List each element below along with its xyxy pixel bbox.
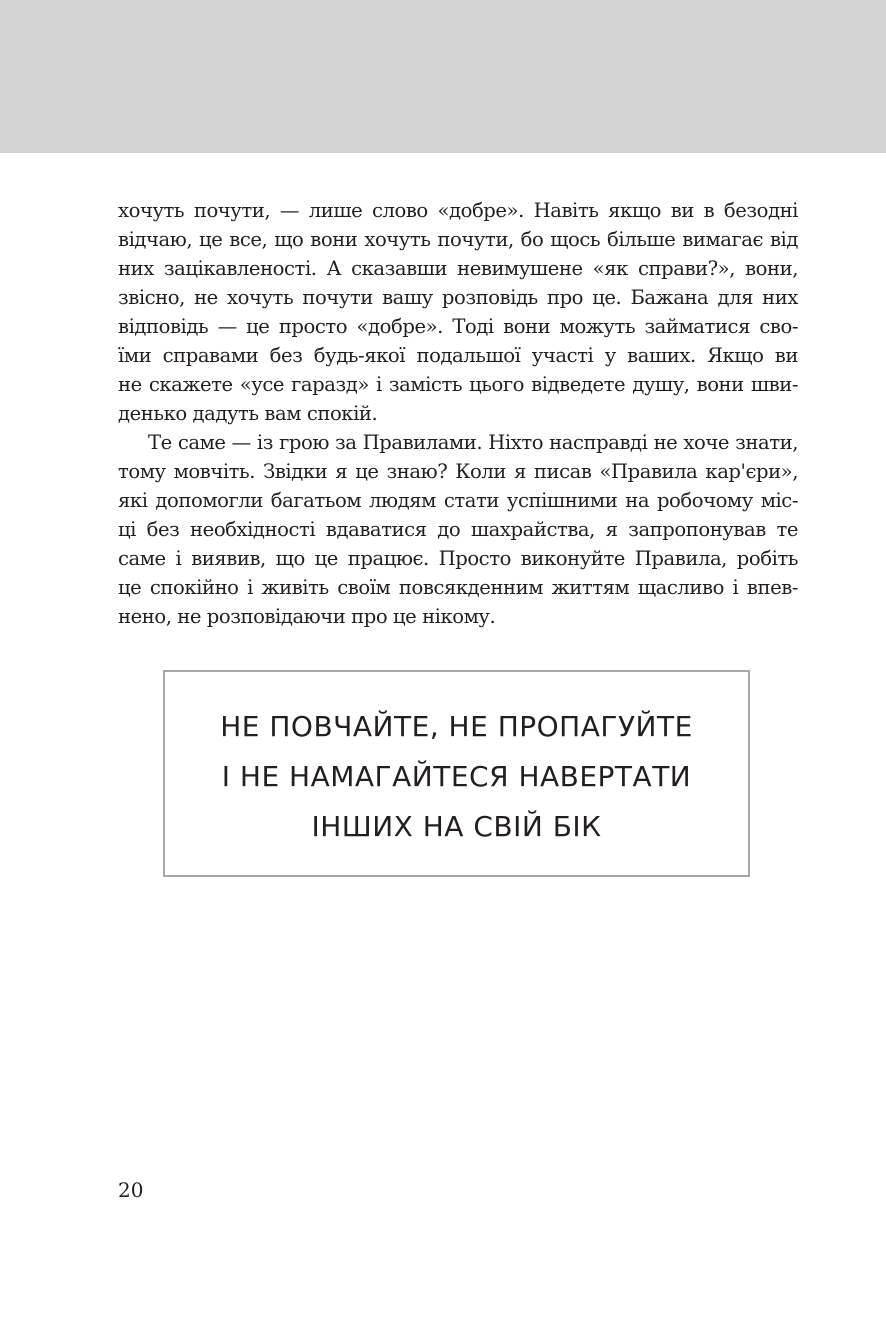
page-number: 20 (118, 1178, 144, 1202)
text-line: не скажете «усе гаразд» і замість цього відведете душу, вони шви- (118, 373, 798, 396)
paragraph-2 (118, 428, 798, 631)
text-line: це спокійно і живіть своїм повсякденним життям щасливо і впев- (118, 576, 798, 599)
text-line: них зацікавленості. А сказавши невимушене «як справи?», вони, (118, 257, 798, 280)
callout-line-1: НЕ ПОВЧАЙТЕ, НЕ ПРОПАГУЙТЕ (220, 710, 693, 743)
callout-line-2: І НЕ НАМАГАЙТЕСЯ НАВЕРТАТИ (221, 760, 692, 793)
text-line: хочуть почути, — лише слово «добре». Навіть якщо ви в безодні (118, 199, 798, 222)
text-line: звісно, не хочуть почути вашу розповідь про це. Бажана для них (118, 286, 798, 309)
text-line: Те саме — із грою за Правилами. Ніхто насправді не хоче знати, (148, 431, 798, 454)
body-text (118, 196, 798, 631)
text-line: відчаю, це все, що вони хочуть почути, бо щось більше вимагає від (118, 228, 798, 251)
text-line: нено, не розповідаючи про це нікому. (118, 605, 496, 628)
paragraph-1 (118, 196, 798, 428)
text-line: тому мовчіть. Звідки я це знаю? Коли я писав «Правила кар'єри», (118, 460, 798, 483)
text-line: ці без необхідності вдаватися до шахрайства, я запропонував те (118, 518, 798, 541)
header-band (0, 0, 886, 153)
callout-line-3: ІНШИХ НА СВІЙ БІК (311, 810, 602, 843)
rule-callout-box (163, 670, 750, 877)
text-line: саме і виявив, що це працює. Просто виконуйте Правила, робіть (118, 547, 798, 570)
text-line: які допомогли багатьом людям стати успішними на робочому міс- (118, 489, 798, 512)
text-line: відповідь — це просто «добре». Тоді вони можуть займатися сво- (118, 315, 798, 338)
text-line: денько дадуть вам спокій. (118, 402, 378, 425)
text-line: їми справами без будь-якої подальшої участі у ваших. Якщо ви (118, 344, 798, 367)
